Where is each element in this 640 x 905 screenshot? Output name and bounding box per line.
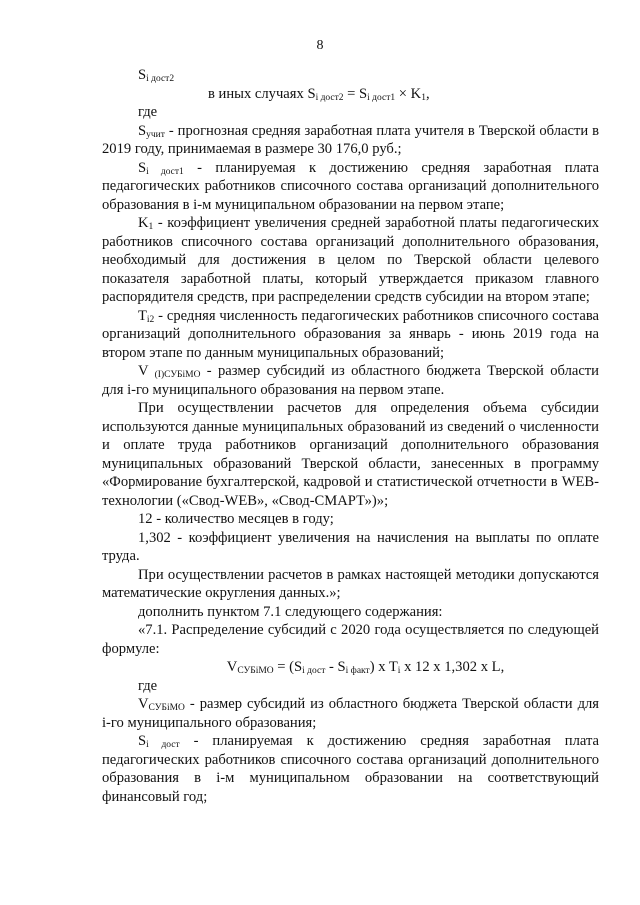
definition-k1: $K_1$ - коэффициент увеличения средней заработной платы педагогических работников списочного состава организаций дополнительного образования, необходимый для достижения в целом по Тверской области целевого показателя заработной платы, который утверждается приказом главного распорядителя средств, при распределении средств субсидии на втором этапе;	[102, 215, 599, 305]
amendment-intro: дополнить пунктом 7.1 следующего содержания:	[138, 603, 443, 620]
where-label-2: где	[138, 677, 158, 694]
calculation-data-source: При осуществлении расчетов для определения объема субсидии используются данные муниципальных образований из сведений о численности и оплате труда работников организаций дополнительного образования муниципальных образований Тверской области, занесенных в программу «Формирование бухгалтерской, кадровой и статистической отчетности в WEB-технологии («Свод-WEB», «Свод-СМАРТ»)»;	[102, 400, 599, 509]
definition-s-uchit: $S_{учит}$ - прогнозная средняя заработная плата учителя в Тверской области в 2019 году, принимаемая в размере 30 176,0 руб.;	[102, 122, 599, 157]
where-label: где	[138, 104, 158, 120]
definition-s-dost1: $S_{i дост1}$ - планируемая к достижению средняя заработная плата педагогических работников списочного состава организаций дополнительного образования в i-м муниципальном образовании на первом этапе;	[102, 159, 600, 213]
definition-t-i2: $T_{i2}$ - средняя численность педагогических работников списочного состава организаций дополнительного образования за январь - июнь 2019 года на втором этапе по данным муниципальных образований;	[102, 307, 599, 361]
months-definition: 12 - количество месяцев в году;	[138, 511, 334, 527]
rounding-note: При осуществлении расчетов в рамках настоящей методики допускаются математические округления данных.»;	[102, 566, 599, 601]
formula-symbol-line: $S_{i дост2}$	[138, 67, 175, 84]
coefficient-definition: 1,302 - коэффициент увеличения на начисления на выплаты по оплате труда.	[102, 529, 599, 564]
definition-v-first-stage: V $_{(I)СУБiМО}$ - размер субсидий из областного бюджета Тверской области для i-го муниципального образования на первом этапе.	[102, 363, 599, 398]
formula-other-cases: в иных случаях $S_{i дост2} = S_{i дост1} \times K_1$,	[208, 85, 430, 103]
document-body	[102, 66, 599, 806]
definition-v-subimo: $V_{СУБiМО}$ - размер субсидий из областного бюджета Тверской области для i-го муниципального образования;	[102, 696, 599, 731]
definition-s-dost: $S_{i дост}$ - планируемая к достижению средняя заработная плата педагогических работников списочного состава организаций дополнительного образования в i-м муниципальном образовании на соответствующий финансовый год;	[102, 733, 600, 805]
clause-7-1: «7.1. Распределение субсидий с 2020 года осуществляется по следующей формуле:	[102, 622, 599, 657]
page-number: 8	[316, 38, 324, 53]
main-formula: $V_{СУБiМО} = (S_{i дост} - S_{i факт})$ x $T_i$ x 12 x 1,302 x L,	[226, 659, 505, 676]
